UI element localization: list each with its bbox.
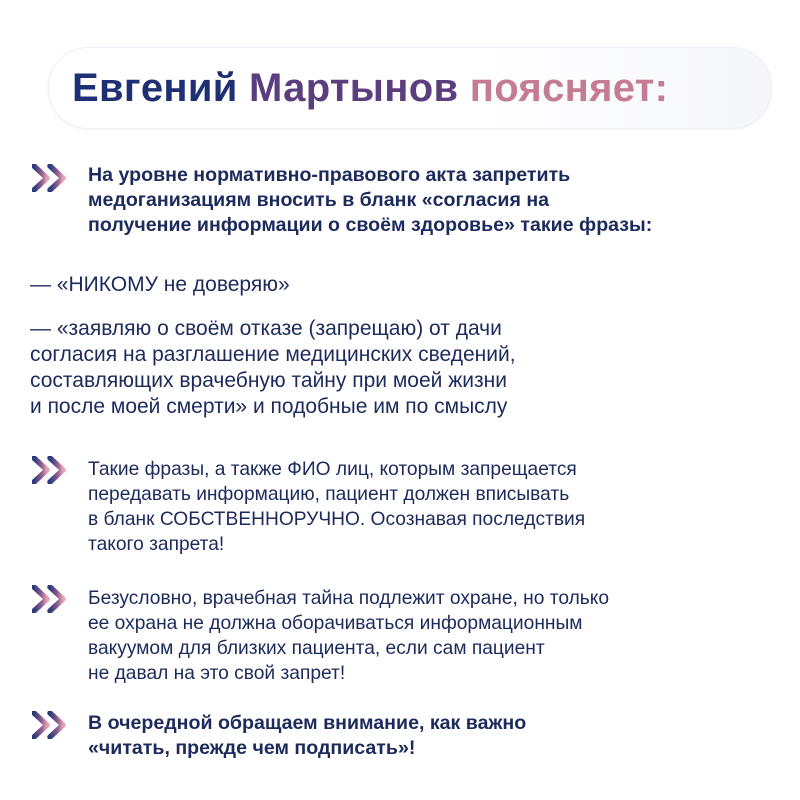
point-2-line: Такие фразы, а также ФИО лиц, которым запрещается (88, 459, 577, 480)
quote-2-line: согласия на разглашение медицинских сведений, (30, 343, 516, 366)
point-2-line: такого запрета! (88, 534, 225, 555)
point-2-line: в бланк СОБСТВЕННОРУЧНО. Осознавая последствия (88, 509, 586, 530)
point-4-line: В очередной обращаем внимание, как важно (88, 712, 527, 734)
quote-2-line: и после моей смерти» и подобные им по смыслу (30, 395, 508, 418)
point-2-text (88, 457, 585, 557)
point-1-line: На уровне нормативно-правового акта запретить (88, 164, 571, 186)
point-3-line: Безусловно, врачебная тайна подлежит охране, но только (88, 588, 610, 609)
point-3-line: вакуумом для близких пациента, если сам пациент (88, 638, 545, 659)
title-last-name: Мартынов (249, 66, 459, 110)
point-4-text (88, 711, 526, 761)
double-chevron-right-icon (32, 456, 72, 484)
page-title (72, 64, 668, 112)
point-3-line: не давал на это свой запрет! (88, 663, 346, 684)
quote-2-line: составляющих врачебную тайну при моей жизни (30, 369, 507, 392)
quote-2-text (30, 316, 516, 420)
double-chevron-right-icon (32, 164, 72, 192)
point-1-line: получение информации о своём здоровье» такие фразы: (88, 214, 653, 236)
quote-2-line: — «заявляю о своём отказе (запрещаю) от дачи (30, 317, 502, 340)
point-4-line: «читать, прежде чем подписать»! (88, 737, 416, 759)
point-3-line: ее охрана не должна оборачиваться информационным (88, 613, 583, 634)
quote-1-line: — «НИКОМУ не доверяю» (30, 273, 290, 296)
double-chevron-right-icon (32, 585, 72, 613)
double-chevron-right-icon (32, 711, 72, 739)
title-first-name: Евгений (72, 66, 238, 110)
title-verb: поясняет: (469, 66, 669, 110)
point-3-text (88, 586, 609, 686)
point-1-line: медоганизациям вносить в бланк «согласия на (88, 189, 550, 211)
point-2-line: передавать информацию, пациент должен вписывать (88, 484, 570, 505)
point-1-text (88, 163, 652, 238)
quote-1-text (30, 272, 290, 298)
